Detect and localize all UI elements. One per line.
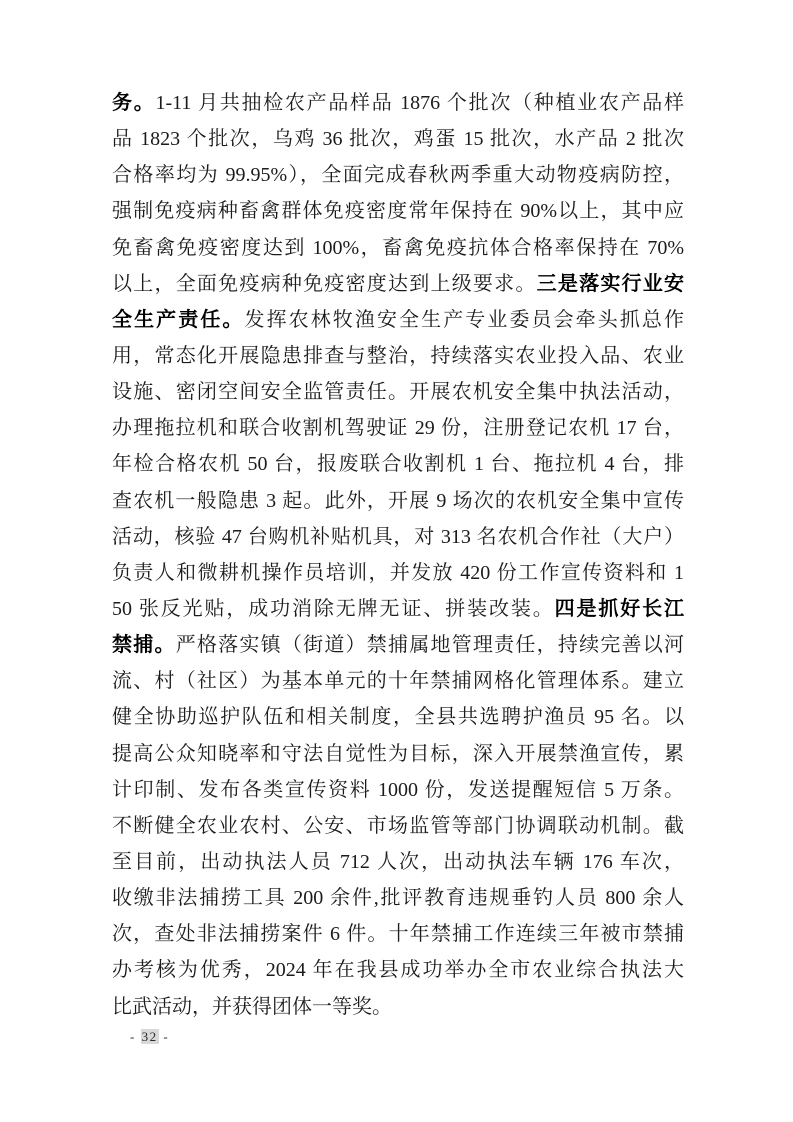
- text-run: 强制免疫病种畜禽群体免疫密度常年保持在 90%以上，其中应: [112, 200, 684, 223]
- text-run: 负责人和微耕机操作员培训，并发放 420 份工作宣传资料和 1: [112, 561, 684, 584]
- text-line: [112, 302, 684, 338]
- text-line: [112, 916, 684, 952]
- text-run: 品 1823 个批次，乌鸡 36 批次，鸡蛋 15 批次，水产品 2 批次: [112, 128, 684, 151]
- emphasis-text-run: 务。: [112, 92, 156, 114]
- text-run: 健全协助巡护队伍和相关制度，全县共选聘护渔员 95 名。以: [112, 706, 684, 729]
- text-run: 查农机一般隐患 3 起。此外，开展 9 场次的农机安全集中宣传: [112, 489, 684, 512]
- emphasis-text-run: 四是抓好长江: [554, 597, 684, 620]
- text-run: 严格落实镇（街道）禁捕属地管理责任，持续完善以河: [175, 634, 684, 657]
- text-line: [112, 230, 684, 266]
- emphasis-text-run: 禁捕。: [112, 634, 176, 657]
- text-line: [112, 663, 684, 699]
- text-line: [112, 736, 684, 772]
- text-line: [112, 410, 684, 446]
- text-line: [112, 627, 684, 663]
- text-line: [112, 699, 684, 735]
- text-line: [112, 844, 684, 880]
- text-run: 设施、密闭空间安全监管责任。开展农机安全集中执法活动，: [112, 381, 684, 404]
- text-run: 提高公众知晓率和守法自觉性为目标，深入开展禁渔宣传，累: [112, 742, 684, 765]
- text-run: 发挥农林牧渔安全生产专业委员会牵头抓总作: [244, 308, 684, 331]
- text-line: [112, 446, 684, 482]
- text-line: [112, 519, 684, 555]
- text-run: 办考核为优秀，2024 年在我县成功举办全市农业综合执法大: [112, 959, 684, 982]
- text-run: 1-11 月共抽检农产品样品 1876 个批次（种植业农产品样: [155, 92, 684, 114]
- page-number-suffix: -: [158, 1029, 170, 1044]
- text-line: [112, 338, 684, 374]
- text-line: [112, 555, 684, 591]
- text-line: [112, 808, 684, 844]
- text-run: 计印制、发布各类宣传资料 1000 份，发送提醒短信 5 万条。: [112, 778, 684, 801]
- text-line: [112, 952, 684, 988]
- text-run: 至目前，出动执法人员 712 人次，出动执法车辆 176 车次，: [112, 850, 684, 873]
- text-run: 流、村（社区）为基本单元的十年禁捕网格化管理体系。建立: [112, 670, 684, 693]
- text-line: [112, 989, 684, 1025]
- emphasis-text-run: 三是落实行业安: [536, 272, 684, 295]
- text-run: 活动，核验 47 台购机补贴机具，对 313 名农机合作社（大户）: [112, 525, 684, 548]
- text-line: [112, 374, 684, 410]
- text-run: 免畜禽免疫密度达到 100%，畜禽免疫抗体合格率保持在 70%: [112, 236, 684, 259]
- page-number-prefix: -: [130, 1029, 141, 1044]
- text-run: 办理拖拉机和联合收割机驾驶证 29 份，注册登记农机 17 台，: [112, 417, 684, 440]
- emphasis-text-run: 全生产责任。: [112, 308, 245, 331]
- text-run: 年检合格农机 50 台，报废联合收割机 1 台、拖拉机 4 台，排: [112, 453, 684, 476]
- text-run: 收缴非法捕捞工具 200 余件,批评教育违规垂钓人员 800 余人: [112, 887, 684, 910]
- text-line: [112, 193, 684, 229]
- document-body: [112, 85, 684, 1025]
- text-line: [112, 266, 684, 302]
- page-number: 32: [141, 1029, 158, 1044]
- page-footer: [130, 1028, 169, 1046]
- text-run: 以上，全面免疫病种免疫密度达到上级要求。: [112, 272, 537, 295]
- text-line: [112, 157, 684, 193]
- text-line: [112, 591, 684, 627]
- text-run: 50 张反光贴，成功消除无牌无证、拼装改装。: [112, 597, 555, 620]
- text-run: 比武活动，并获得团体一等奖。: [112, 995, 392, 1018]
- text-run: 用，常态化开展隐患排查与整治，持续落实农业投入品、农业: [112, 344, 684, 367]
- text-run: 不断健全农业农村、公安、市场监管等部门协调联动机制。截: [112, 814, 684, 837]
- text-line: [112, 880, 684, 916]
- text-line: [112, 121, 684, 157]
- text-run: 合格率均为 99.95%），全面完成春秋两季重大动物疫病防控，: [112, 164, 684, 187]
- text-line: [112, 85, 684, 121]
- text-line: [112, 483, 684, 519]
- text-line: [112, 772, 684, 808]
- text-run: 次，查处非法捕捞案件 6 件。十年禁捕工作连续三年被市禁捕: [112, 923, 684, 946]
